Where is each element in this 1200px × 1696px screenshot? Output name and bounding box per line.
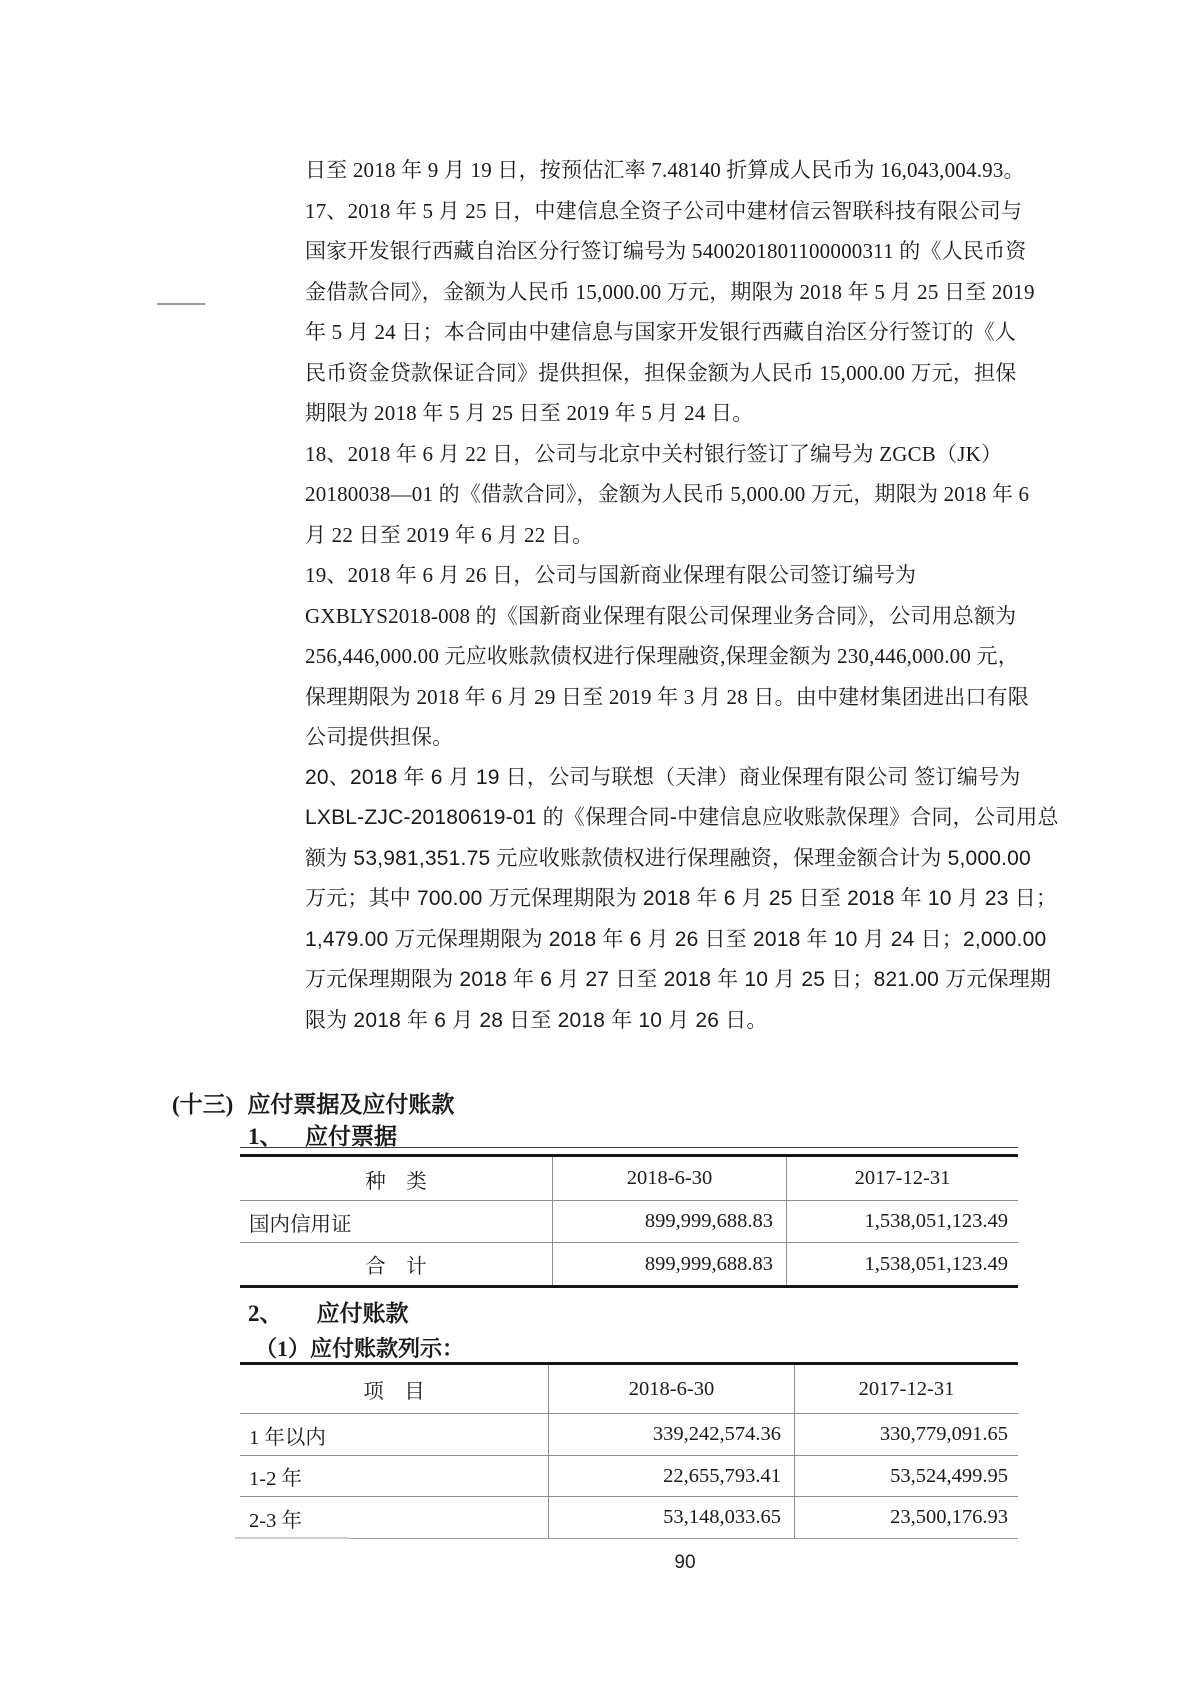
body-line: 20180038—01 的《借款合同》，金额为人民币 5,000.00 万元，期限为 2018 年 6 [305,482,1030,506]
value-2018-6-30: 53,148,033.65 [548,1497,794,1538]
body-line: 万元；其中 700.00 万元保理期限为 2018 年 6 月 25 日至 2018 年 10 月 23 日； [305,887,1058,910]
body-line: 19、2018 年 6 月 26 日，公司与国新商业保理有限公司签订编号为 [305,563,917,587]
table-header-row [240,1365,1018,1414]
body-line: 256,446,000.00 元应收账款债权进行保理融资,保理金额为 230,446,000.00 元， [305,644,1019,668]
subsection-2-number: 2、 [248,1301,283,1326]
body-line: 保理期限为 2018 年 6 月 29 日至 2019 年 3 月 28 日。由中建材集团进出口有限 [305,684,1029,709]
body-line: 18、2018 年 6 月 22 日，公司与北京中关村银行签订了编号为 ZGCB（JK） [305,441,1003,466]
value-2018-6-30: 339,242,574.36 [548,1414,794,1455]
body-line: 民币资金贷款保证合同》提供担保，担保金额为人民币 15,000.00 万元，担保 [305,360,1017,385]
body-line: 月 22 日至 2019 年 6 月 22 日。 [305,522,594,547]
table-header-row [240,1157,1018,1201]
value-2017-12-31: 1,538,051,123.49 [786,1201,1018,1242]
value-2018-6-30: 22,655,793.41 [548,1456,794,1496]
column-header-type: 种 类 [365,1170,427,1193]
column-header-item: 项 目 [363,1381,425,1403]
value-2017-12-31: 53,524,499.95 [794,1456,1018,1496]
accounts-payable-table [240,1362,1018,1539]
section-heading [172,1086,454,1119]
subsection-1-heading [240,1118,1018,1148]
section-number: (十三) [172,1092,234,1117]
row-label: 1 年以内 [249,1426,326,1449]
column-header-2018-6-30: 2018-6-30 [552,1157,786,1200]
margin-revision-mark [157,303,205,305]
column-header-2018-6-30: 2018-6-30 [548,1365,794,1413]
accounts-payable-list-label: （1）应付账款列示： [255,1336,465,1361]
table-row [240,1456,1018,1497]
scan-artifact-line [235,1537,350,1539]
body-line: 万元保理期限为 2018 年 6 月 27 日至 2018 年 10 月 25 日；821.00 万元保理期 [305,968,1052,991]
body-line: 20、2018 年 6 月 19 日，公司与联想（天津）商业保理有限公司 签订编号为 [305,765,1021,789]
column-header-2017-12-31: 2017-12-31 [786,1157,1018,1200]
value-2018-6-30: 899,999,688.83 [552,1201,786,1242]
subsection-1-number: 1、 [248,1124,283,1149]
body-line: GXBLYS2018-008 的《国新商业保理有限公司保理业务合同》，公司用总额为 [305,603,1017,628]
body-line: 额为 53,981,351.75 元应收账款债权进行保理融资，保理金额合计为 5,000.00 [305,846,1031,870]
notes-payable-table [240,1154,1018,1288]
value-2017-12-31: 23,500,176.93 [794,1497,1018,1538]
row-label: 2-3 年 [249,1509,302,1532]
total-label: 合 计 [365,1256,427,1278]
body-text-block [305,150,1059,1041]
total-2017-12-31: 1,538,051,123.49 [786,1243,1018,1285]
body-line: 公司提供担保。 [305,725,454,749]
body-line: 17、2018 年 5 月 25 日，中建信息全资子公司中建材信云智联科技有限公司与 [305,198,1023,223]
body-line: 限为 2018 年 6 月 28 日至 2018 年 10 月 26 日。 [305,1008,768,1032]
table-row [240,1414,1018,1456]
value-2017-12-31: 330,779,091.65 [794,1414,1018,1455]
subsection-2-title: 应付账款 [316,1301,409,1326]
column-header-2017-12-31: 2017-12-31 [794,1365,1018,1413]
row-label: 国内信用证 [249,1213,352,1236]
table-row [240,1201,1018,1243]
table-row [240,1497,1018,1539]
subsection-1-title: 应付票据 [305,1124,397,1149]
page-number: 90 [674,1552,696,1573]
body-line: 期限为 2018 年 5 月 25 日至 2019 年 5 月 24 日。 [305,401,754,425]
body-line: 1,479.00 万元保理期限为 2018 年 6 月 26 日至 2018 年 10 月 24 日；2,000.00 [305,927,1047,951]
body-line: LXBL-ZJC-20180619-01 的《保理合同-中建信息应收账款保理》合同，公司用总 [305,806,1059,829]
body-line: 国家开发银行西藏自治区分行签订编号为 5400201801100000311 的《人民币资 [305,239,1027,263]
row-label: 1-2 年 [249,1468,302,1490]
table-total-row [240,1243,1018,1285]
total-2018-6-30: 899,999,688.83 [552,1243,786,1285]
body-line: 年 5 月 24 日；本合同由中建信息与国家开发银行西藏自治区分行签订的《人 [305,320,1017,344]
body-line: 日至 2018 年 9 月 19 日，按预估汇率 7.48140 折算成人民币为 16,043,004.93。 [305,158,1025,182]
section-title: 应付票据及应付账款 [247,1092,455,1117]
subsection-2-heading [248,1295,409,1328]
body-line: 金借款合同》，金额为人民币 15,000.00 万元，期限为 2018 年 5 月 25 日至 2019 [305,279,1035,304]
